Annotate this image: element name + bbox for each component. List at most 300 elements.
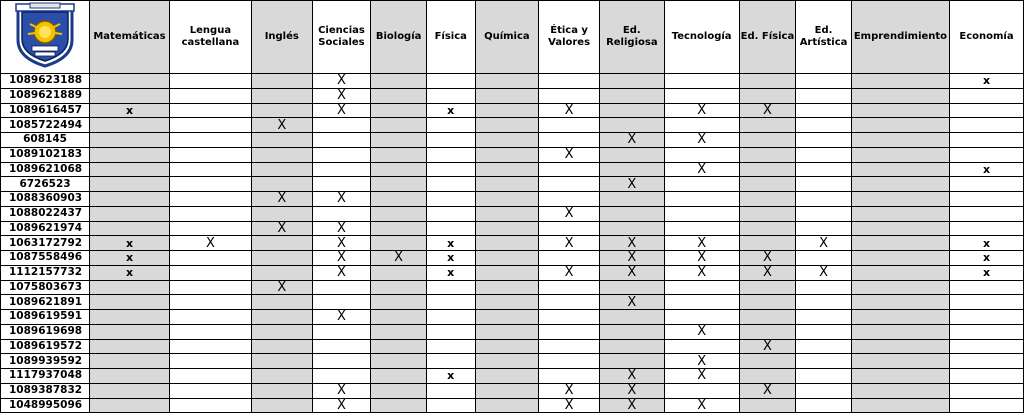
mark-text: X	[564, 383, 574, 398]
mark-cell	[851, 339, 949, 354]
mark-cell	[426, 324, 475, 339]
mark-cell	[475, 265, 539, 280]
mark-cell	[950, 147, 1024, 162]
mark-cell	[851, 369, 949, 384]
mark-cell	[539, 118, 600, 133]
header-row	[1, 1, 1024, 74]
mark-cell	[90, 118, 170, 133]
subject-header: Biología	[371, 1, 427, 74]
mark-text: X	[564, 103, 574, 118]
mark-cell	[90, 354, 170, 369]
student-id-cell: 1087558496	[1, 251, 90, 266]
mark-cell	[90, 280, 170, 295]
mark-cell	[169, 88, 251, 103]
student-id-cell: 1089102183	[1, 147, 90, 162]
mark-cell	[851, 295, 949, 310]
mark-cell	[475, 206, 539, 221]
mark-cell	[475, 103, 539, 118]
mark-cell	[796, 324, 852, 339]
table-row	[1, 324, 1024, 339]
mark-cell	[851, 251, 949, 266]
mark-cell	[90, 206, 170, 221]
mark-cell	[539, 103, 600, 118]
mark-cell	[950, 162, 1024, 177]
mark-cell	[371, 118, 427, 133]
mark-cell	[539, 295, 600, 310]
mark-cell	[312, 236, 371, 251]
mark-cell	[796, 192, 852, 207]
mark-text: x	[125, 251, 134, 265]
mark-cell	[739, 103, 796, 118]
mark-cell	[251, 221, 312, 236]
mark-cell	[251, 147, 312, 162]
table-row	[1, 265, 1024, 280]
mark-cell	[371, 177, 427, 192]
mark-cell	[169, 324, 251, 339]
mark-text: X	[337, 309, 346, 325]
mark-cell	[950, 236, 1024, 251]
table-row	[1, 206, 1024, 221]
mark-cell	[796, 398, 852, 413]
mark-cell	[599, 383, 664, 398]
subject-header: Ciencias Sociales	[312, 1, 371, 74]
mark-cell	[251, 236, 312, 251]
mark-cell	[950, 206, 1024, 221]
mark-text: X	[697, 162, 707, 177]
mark-cell	[169, 206, 251, 221]
mark-cell	[599, 280, 664, 295]
mark-cell	[312, 133, 371, 148]
mark-cell	[739, 88, 796, 103]
mark-cell	[90, 74, 170, 89]
mark-cell	[426, 295, 475, 310]
mark-cell	[426, 354, 475, 369]
mark-cell	[312, 265, 371, 280]
mark-text: X	[627, 294, 637, 310]
mark-cell	[539, 310, 600, 325]
mark-cell	[90, 103, 170, 118]
mark-cell	[251, 192, 312, 207]
mark-text: x	[447, 251, 455, 265]
mark-cell	[312, 221, 371, 236]
student-id-cell: 1048995096	[1, 398, 90, 413]
table-body	[1, 74, 1024, 413]
mark-cell	[664, 162, 739, 177]
mark-cell	[251, 398, 312, 413]
mark-cell	[475, 88, 539, 103]
mark-cell	[312, 295, 371, 310]
mark-cell	[371, 192, 427, 207]
mark-cell	[739, 339, 796, 354]
mark-cell	[739, 192, 796, 207]
mark-cell	[312, 398, 371, 413]
mark-text: X	[697, 103, 707, 118]
mark-text: X	[627, 368, 637, 384]
subject-header: Matemáticas	[90, 1, 170, 74]
mark-cell	[426, 310, 475, 325]
mark-cell	[475, 133, 539, 148]
student-id-cell: 1089387832	[1, 383, 90, 398]
mark-cell	[312, 310, 371, 325]
student-id-cell: 1112157732	[1, 265, 90, 280]
mark-cell	[796, 103, 852, 118]
mark-cell	[851, 206, 949, 221]
mark-text: X	[627, 235, 637, 251]
mark-cell	[950, 133, 1024, 148]
mark-cell	[851, 354, 949, 369]
mark-cell	[739, 221, 796, 236]
mark-cell	[371, 310, 427, 325]
mark-cell	[312, 103, 371, 118]
mark-cell	[371, 147, 427, 162]
mark-text: X	[697, 398, 707, 413]
mark-cell	[539, 324, 600, 339]
mark-cell	[539, 383, 600, 398]
mark-cell	[426, 251, 475, 266]
mark-cell	[599, 295, 664, 310]
mark-cell	[426, 88, 475, 103]
mark-cell	[90, 236, 170, 251]
mark-cell	[664, 339, 739, 354]
mark-cell	[739, 295, 796, 310]
mark-cell	[796, 280, 852, 295]
mark-cell	[251, 118, 312, 133]
mark-cell	[599, 118, 664, 133]
mark-cell	[312, 324, 371, 339]
mark-cell	[169, 236, 251, 251]
mark-cell	[796, 147, 852, 162]
student-id-cell: 1089621974	[1, 221, 90, 236]
table-row	[1, 118, 1024, 133]
mark-cell	[426, 221, 475, 236]
school-crest-logo	[8, 2, 82, 68]
mark-cell	[539, 221, 600, 236]
mark-cell	[739, 162, 796, 177]
mark-cell	[539, 251, 600, 266]
mark-cell	[426, 103, 475, 118]
mark-cell	[90, 369, 170, 384]
student-id-cell: 6726523	[1, 177, 90, 192]
mark-cell	[371, 354, 427, 369]
mark-cell	[664, 295, 739, 310]
table-row	[1, 192, 1024, 207]
mark-text: x	[125, 266, 134, 280]
student-id-cell: 1088360903	[1, 192, 90, 207]
student-id-cell: 1089621068	[1, 162, 90, 177]
mark-cell	[426, 280, 475, 295]
mark-cell	[950, 74, 1024, 89]
mark-text: X	[337, 191, 346, 207]
mark-cell	[664, 74, 739, 89]
mark-cell	[371, 265, 427, 280]
mark-text: X	[697, 353, 707, 369]
mark-text: X	[277, 280, 287, 295]
mark-cell	[90, 383, 170, 398]
mark-cell	[796, 88, 852, 103]
mark-cell	[664, 354, 739, 369]
mark-cell	[371, 103, 427, 118]
mark-cell	[739, 310, 796, 325]
mark-cell	[251, 88, 312, 103]
mark-cell	[599, 147, 664, 162]
mark-text: X	[277, 221, 287, 236]
mark-text: x	[447, 236, 455, 250]
mark-cell	[739, 280, 796, 295]
mark-cell	[851, 162, 949, 177]
mark-text: X	[762, 265, 772, 280]
mark-text: X	[564, 147, 574, 162]
mark-text: X	[337, 265, 346, 280]
mark-cell	[169, 221, 251, 236]
mark-cell	[599, 236, 664, 251]
mark-cell	[90, 339, 170, 354]
mark-cell	[90, 251, 170, 266]
mark-cell	[539, 398, 600, 413]
mark-text: X	[564, 206, 574, 221]
mark-cell	[475, 236, 539, 251]
mark-cell	[426, 236, 475, 251]
mark-text: x	[982, 162, 991, 176]
mark-cell	[169, 265, 251, 280]
student-id-cell: 608145	[1, 133, 90, 148]
mark-cell	[475, 339, 539, 354]
mark-cell	[426, 206, 475, 221]
mark-cell	[251, 133, 312, 148]
mark-cell	[371, 324, 427, 339]
mark-text: X	[697, 324, 707, 339]
mark-cell	[539, 88, 600, 103]
mark-text: x	[125, 103, 134, 117]
mark-cell	[851, 265, 949, 280]
mark-cell	[169, 177, 251, 192]
mark-cell	[599, 354, 664, 369]
subject-header: Ética y Valores	[539, 1, 600, 74]
mark-text: X	[337, 398, 346, 413]
student-id-cell: 1085722494	[1, 118, 90, 133]
student-id-cell: 1089623188	[1, 74, 90, 89]
mark-cell	[950, 251, 1024, 266]
mark-text: X	[337, 235, 346, 251]
mark-cell	[426, 192, 475, 207]
mark-text: x	[447, 266, 455, 280]
mark-cell	[950, 398, 1024, 413]
mark-cell	[539, 74, 600, 89]
mark-cell	[664, 236, 739, 251]
mark-text: X	[762, 250, 772, 266]
mark-cell	[475, 118, 539, 133]
mark-cell	[371, 280, 427, 295]
mark-cell	[251, 74, 312, 89]
student-id-cell: 1089616457	[1, 103, 90, 118]
mark-cell	[371, 133, 427, 148]
mark-cell	[796, 221, 852, 236]
mark-cell	[950, 192, 1024, 207]
mark-cell	[90, 133, 170, 148]
mark-text: X	[564, 265, 574, 280]
mark-cell	[312, 162, 371, 177]
student-id-cell: 1117937048	[1, 369, 90, 384]
table-row	[1, 280, 1024, 295]
mark-cell	[739, 398, 796, 413]
mark-cell	[426, 369, 475, 384]
mark-cell	[950, 103, 1024, 118]
mark-cell	[312, 383, 371, 398]
mark-cell	[796, 177, 852, 192]
table-row	[1, 310, 1024, 325]
mark-cell	[169, 383, 251, 398]
table-row	[1, 369, 1024, 384]
mark-cell	[599, 339, 664, 354]
mark-cell	[950, 383, 1024, 398]
mark-cell	[426, 383, 475, 398]
mark-cell	[90, 265, 170, 280]
mark-cell	[426, 339, 475, 354]
mark-cell	[539, 177, 600, 192]
mark-cell	[475, 369, 539, 384]
mark-cell	[599, 324, 664, 339]
mark-cell	[796, 206, 852, 221]
subject-header: Economía	[950, 1, 1024, 74]
mark-text: X	[337, 103, 346, 118]
mark-cell	[599, 398, 664, 413]
mark-cell	[539, 236, 600, 251]
mark-text: x	[447, 369, 455, 383]
mark-cell	[599, 133, 664, 148]
mark-cell	[312, 192, 371, 207]
subject-header: Ed. Religiosa	[599, 1, 664, 74]
mark-cell	[475, 251, 539, 266]
mark-cell	[851, 280, 949, 295]
mark-cell	[312, 354, 371, 369]
mark-cell	[426, 398, 475, 413]
mark-cell	[539, 147, 600, 162]
mark-cell	[90, 310, 170, 325]
table-row	[1, 221, 1024, 236]
mark-text: X	[762, 339, 772, 354]
mark-cell	[599, 177, 664, 192]
mark-cell	[371, 251, 427, 266]
mark-cell	[251, 369, 312, 384]
mark-cell	[599, 103, 664, 118]
mark-text: X	[337, 250, 346, 266]
mark-cell	[371, 74, 427, 89]
mark-cell	[950, 265, 1024, 280]
table-row	[1, 383, 1024, 398]
mark-text: X	[627, 383, 637, 398]
mark-cell	[664, 192, 739, 207]
mark-text: X	[697, 265, 707, 280]
mark-cell	[851, 192, 949, 207]
mark-cell	[426, 133, 475, 148]
mark-cell	[371, 162, 427, 177]
mark-text: X	[697, 132, 707, 148]
mark-text: X	[697, 250, 707, 266]
mark-text: X	[337, 383, 346, 398]
mark-cell	[851, 74, 949, 89]
mark-text: X	[819, 235, 828, 251]
mark-cell	[475, 354, 539, 369]
mark-cell	[169, 295, 251, 310]
mark-text: x	[125, 236, 134, 250]
mark-cell	[312, 74, 371, 89]
mark-cell	[251, 265, 312, 280]
mark-cell	[169, 339, 251, 354]
mark-cell	[475, 221, 539, 236]
student-id-cell: 1089619572	[1, 339, 90, 354]
mark-cell	[739, 324, 796, 339]
mark-cell	[169, 147, 251, 162]
mark-cell	[251, 251, 312, 266]
mark-cell	[950, 324, 1024, 339]
mark-cell	[539, 354, 600, 369]
mark-cell	[851, 310, 949, 325]
mark-cell	[739, 265, 796, 280]
mark-cell	[251, 324, 312, 339]
student-id-cell: 1089939592	[1, 354, 90, 369]
mark-cell	[664, 310, 739, 325]
mark-text: x	[982, 236, 991, 250]
mark-cell	[426, 265, 475, 280]
table-row	[1, 162, 1024, 177]
mark-cell	[739, 147, 796, 162]
table-row	[1, 339, 1024, 354]
mark-cell	[950, 339, 1024, 354]
mark-text: X	[819, 265, 828, 280]
table-row	[1, 133, 1024, 148]
subject-header: Tecnología	[664, 1, 739, 74]
mark-cell	[599, 206, 664, 221]
mark-cell	[169, 74, 251, 89]
mark-cell	[739, 383, 796, 398]
mark-cell	[599, 221, 664, 236]
mark-cell	[739, 251, 796, 266]
mark-cell	[169, 398, 251, 413]
mark-cell	[169, 280, 251, 295]
mark-cell	[426, 147, 475, 162]
mark-cell	[251, 162, 312, 177]
mark-cell	[251, 295, 312, 310]
mark-cell	[796, 310, 852, 325]
mark-text: X	[627, 176, 637, 192]
logo-cell	[1, 1, 90, 74]
mark-cell	[371, 236, 427, 251]
mark-cell	[475, 162, 539, 177]
mark-cell	[312, 251, 371, 266]
mark-text: X	[337, 221, 346, 236]
mark-text: X	[564, 235, 574, 251]
mark-cell	[539, 162, 600, 177]
mark-cell	[169, 192, 251, 207]
mark-cell	[251, 103, 312, 118]
mark-text: X	[337, 88, 346, 103]
mark-cell	[796, 251, 852, 266]
student-id-cell: 1089619698	[1, 324, 90, 339]
mark-text: x	[982, 251, 991, 265]
mark-cell	[599, 369, 664, 384]
mark-cell	[599, 74, 664, 89]
mark-cell	[312, 280, 371, 295]
table-row	[1, 251, 1024, 266]
student-id-cell: 1089619591	[1, 310, 90, 325]
mark-cell	[796, 383, 852, 398]
mark-cell	[426, 162, 475, 177]
mark-cell	[664, 206, 739, 221]
mark-cell	[90, 221, 170, 236]
mark-cell	[739, 177, 796, 192]
mark-cell	[664, 221, 739, 236]
mark-cell	[251, 383, 312, 398]
mark-cell	[664, 88, 739, 103]
